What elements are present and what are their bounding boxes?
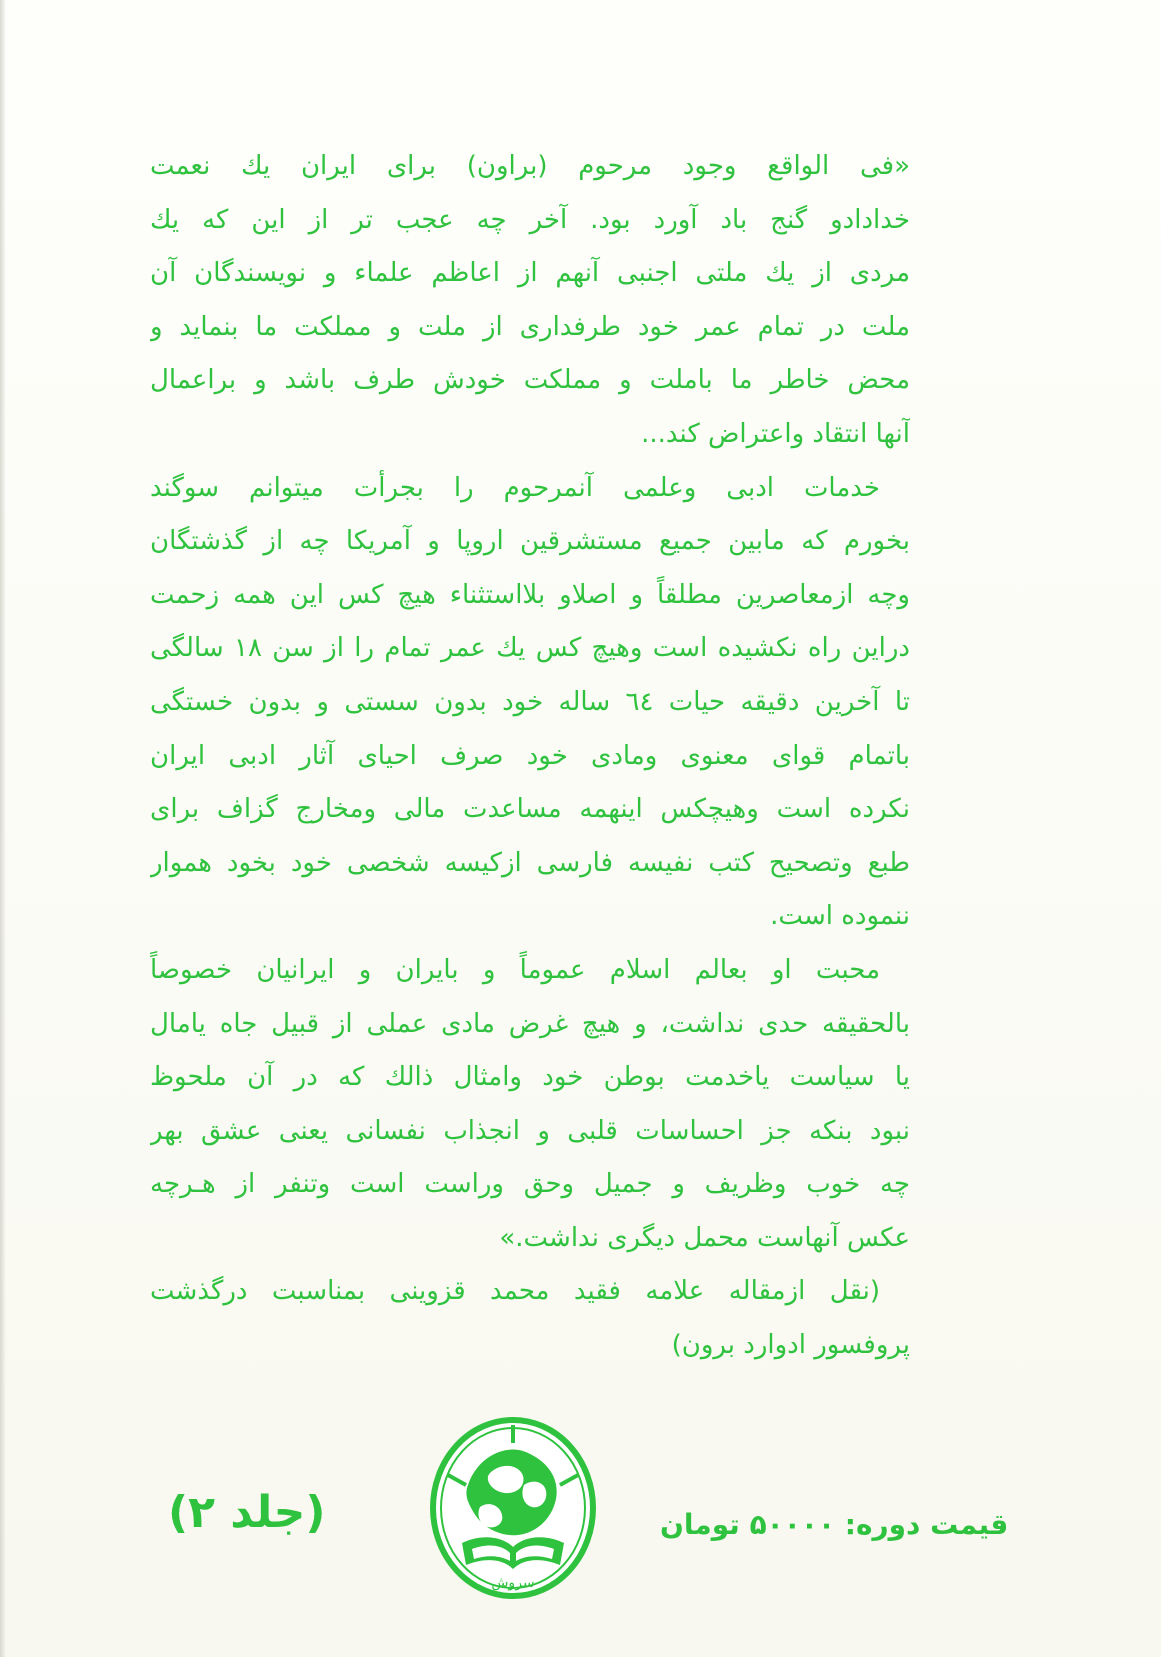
text-line-20: چه خوب وظریف و جمیل وحق وراست است وتنفر از هـرچه bbox=[150, 1169, 910, 1200]
publisher-logo-icon bbox=[428, 1415, 598, 1601]
text-line-13: نکرده است وهیچکس اینهمه مساعدت مالی ومخارج گزاف برای bbox=[150, 794, 910, 825]
text-line-2: خدادادو گنج باد آورد بود. آخر چه عجب تر از این که یك bbox=[150, 204, 910, 235]
text-line-8: بخورم که مابین جمیع مستشرقین اروپا و آمریکا چه از گذشتگان bbox=[150, 526, 910, 557]
text-line-5: محض خاطر ما باملت و مملکت خودش طرف باشد و براعمال bbox=[150, 365, 910, 396]
text-line-16: محبت او بعالم اسلام عموماً و بایران و ایرانیان خصوصاً bbox=[150, 954, 880, 985]
text-line-19: نبود بنکه جز احساسات قلبی و انجذاب نفسانی یعنی عشق بهر bbox=[150, 1115, 910, 1146]
text-line-18: یا سیاست یاخدمت بوطن خود وامثال ذالك که در آن ملحوظ bbox=[150, 1062, 910, 1093]
text-line-9: وچه ازمعاصرین مطلقاً و اصلاو بلااستثناء هیچ کس این همه زحمت bbox=[150, 579, 910, 610]
logo-text: سروش bbox=[491, 1575, 535, 1591]
text-line-12: باتمام قوای معنوی ومادی خود صرف احیای آثار ادبی ایران bbox=[150, 740, 910, 771]
citation-line-2: پروفسور ادوارد برون) bbox=[671, 1330, 910, 1361]
text-line-14: طبع وتصحیح کتب نفیسه فارسی ازکیسه شخصی خود بخود هموار bbox=[150, 847, 910, 878]
citation-line-1: (نقل ازمقاله علامه فقید محمد قزوینی بمناسبت درگذشت bbox=[150, 1276, 880, 1307]
text-line-3: مردی از یك ملتی اجنبی آنهم از اعاظم علماء و نویسندگان آن bbox=[150, 258, 910, 289]
text-line-4: ملت در تمام عمر خود طرفداری از ملت و مملکت ما بنماید و bbox=[150, 311, 910, 342]
text-line-7: خدمات ادبی وعلمی آنمرحوم را بجرأت میتوانم سوگند bbox=[150, 472, 880, 503]
text-line-15: ننموده است. bbox=[770, 901, 910, 932]
text-line-17: بالحقیقه حدی نداشت، و هیچ غرض مادی عملی از قبیل جاه یامال bbox=[150, 1008, 910, 1039]
volume-number: (جلد ۲) bbox=[168, 1487, 326, 1538]
set-price: قیمت دوره: ۵۰۰۰۰ تومان bbox=[660, 1508, 1009, 1541]
quotation-text bbox=[150, 140, 910, 1373]
cover-footer bbox=[0, 1355, 1161, 1605]
text-line-21: عکس آنهاست محمل دیگری نداشت.» bbox=[499, 1222, 910, 1253]
text-line-1: «فی الواقع وجود مرحوم (براون) برای ایران یك نعمت bbox=[150, 151, 910, 181]
text-line-10: دراین راه نکشیده است وهیچ کس یك عمر تمام را از سن ۱۸ سالگی bbox=[150, 633, 910, 664]
text-line-6: آنها انتقاد واعتراض کند... bbox=[641, 418, 910, 449]
text-line-11: تا آخرین دقیقه حیات ٦٤ ساله خود بدون سستی و بدون خستگی bbox=[150, 686, 910, 717]
